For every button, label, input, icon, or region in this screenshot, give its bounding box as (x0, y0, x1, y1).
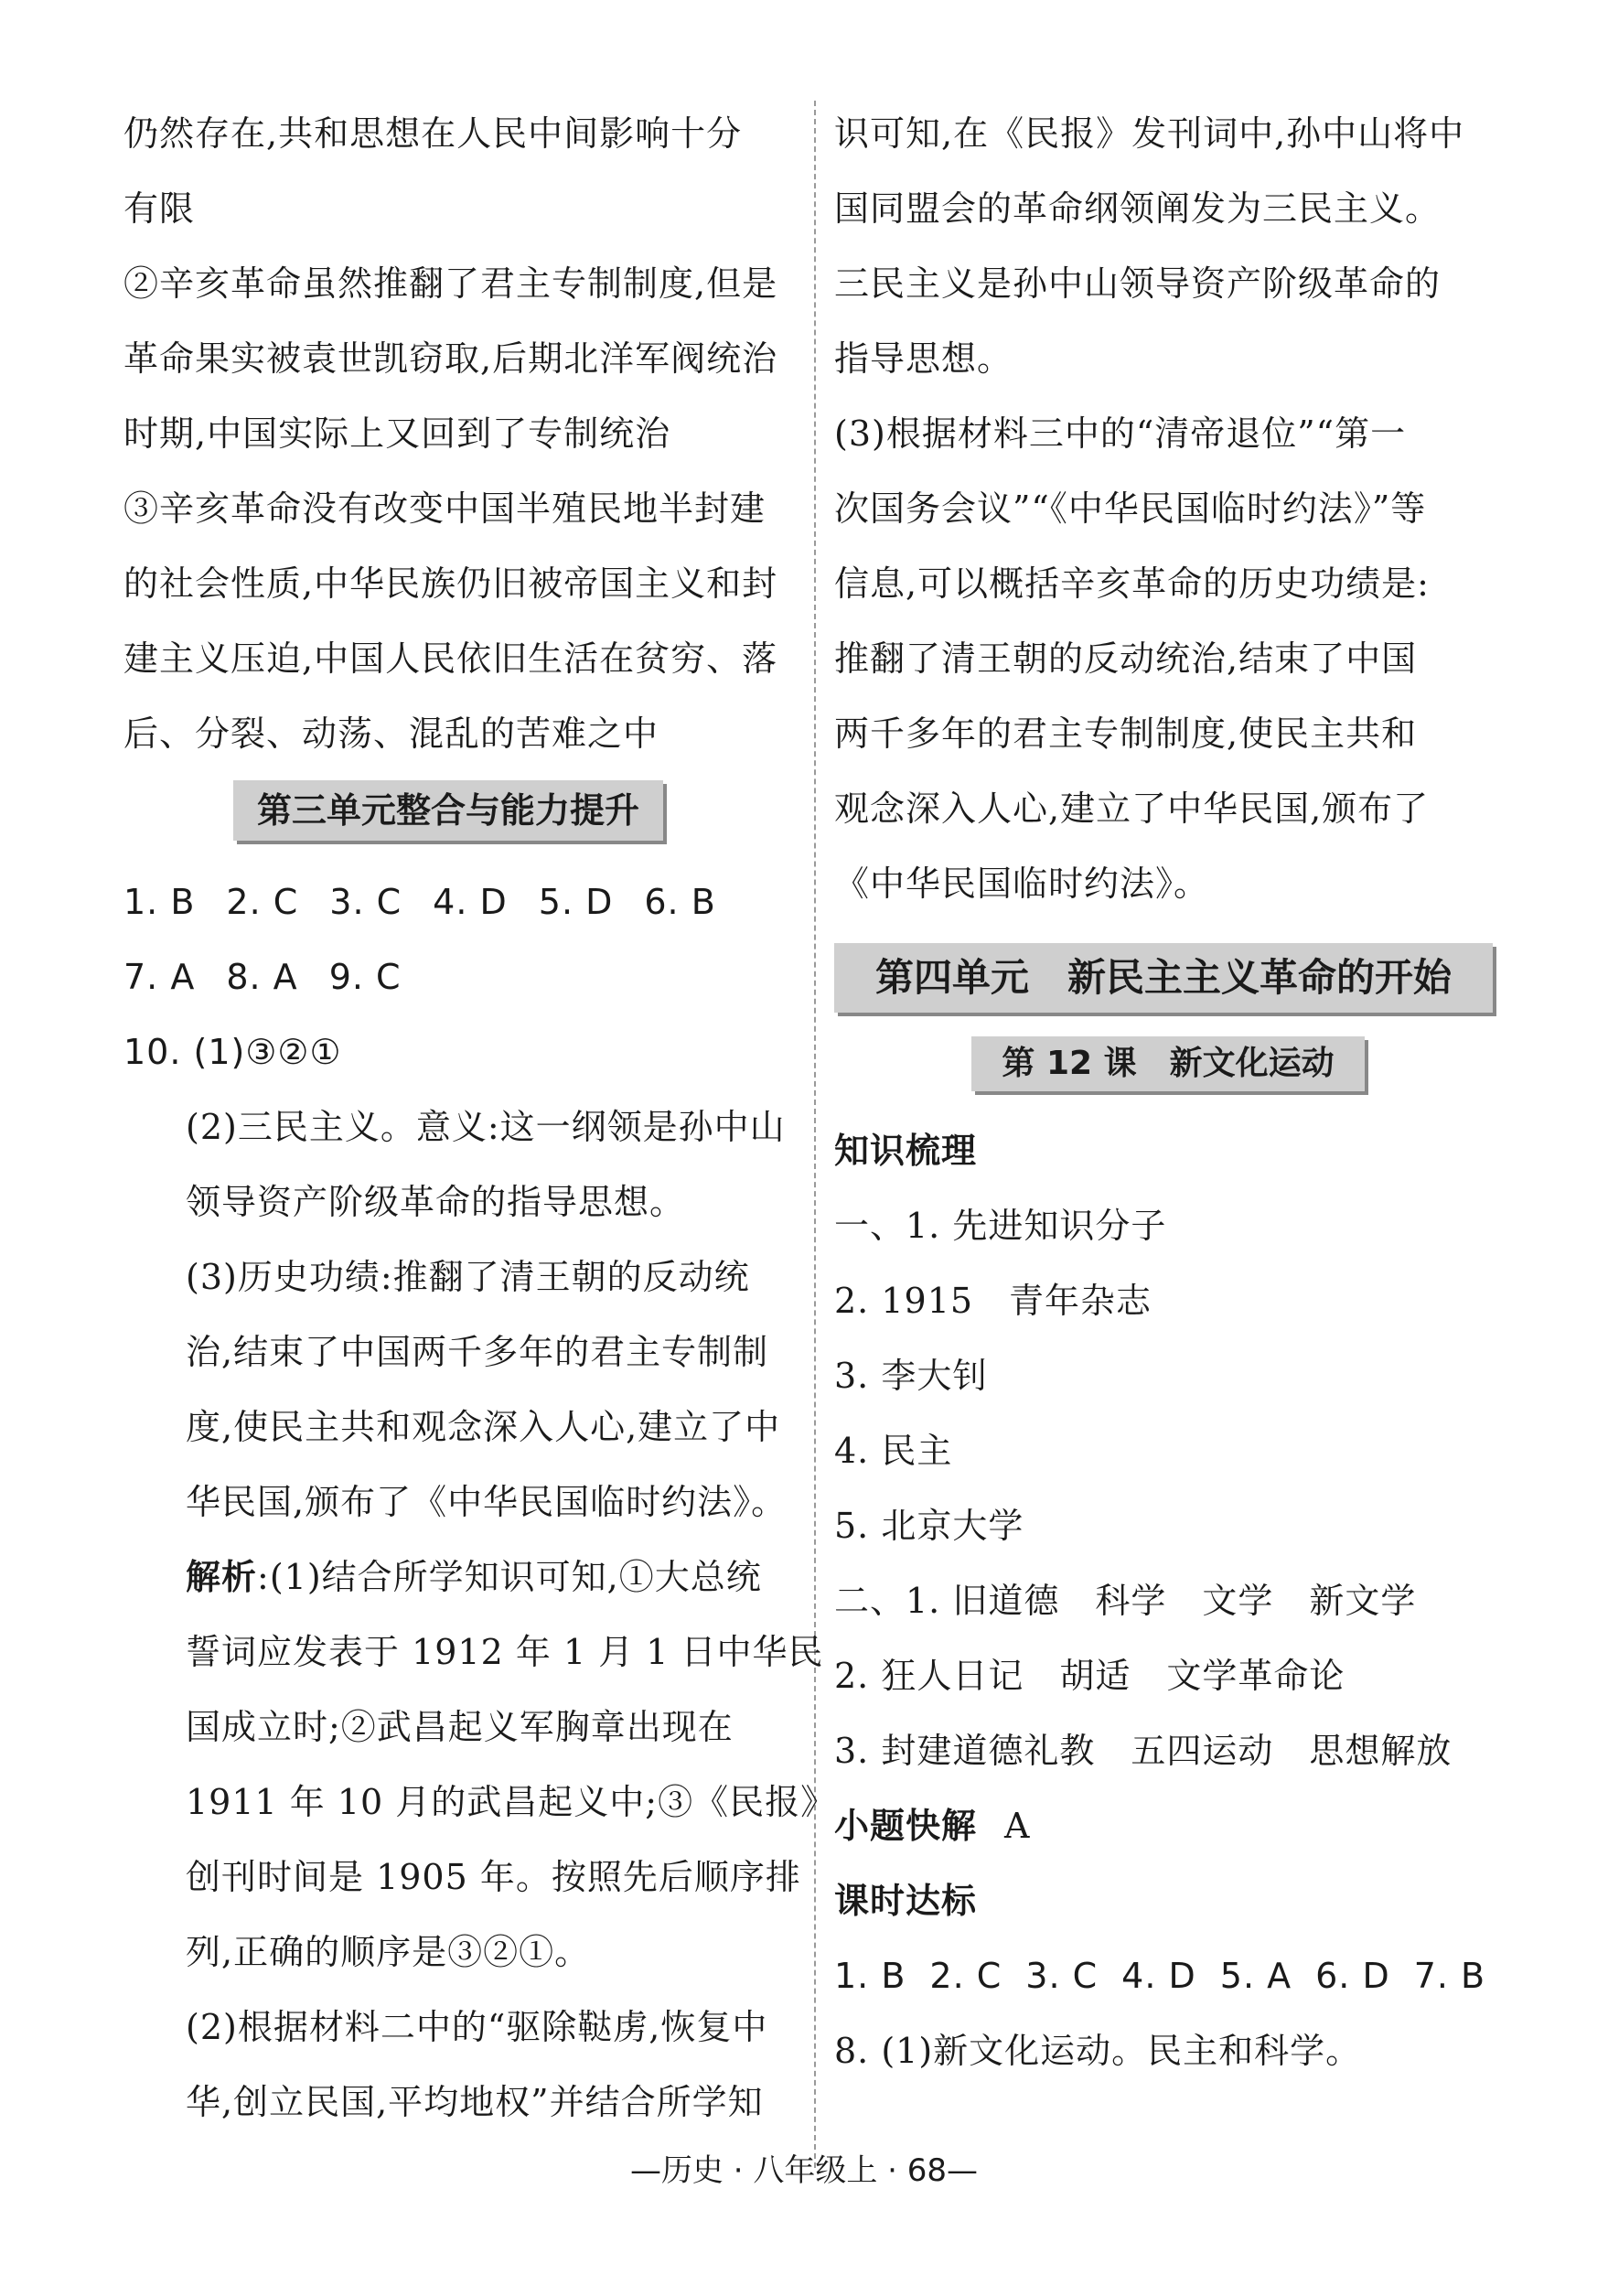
analysis-text: :(1)结合所学知识可知,①大总统 (257, 1557, 762, 1597)
text-line: 度,使民主共和观念深入人心,建立了中 (186, 1407, 781, 1447)
answer-item: 8. A (226, 957, 298, 997)
answer-item: 7. A (123, 957, 196, 997)
column-divider (814, 101, 816, 2168)
heading-knowledge: 知识梳理 (834, 1131, 978, 1171)
page-footer: —历史 · 八年级上 · 68— (629, 2152, 979, 2189)
quick-solve-label: 小题快解 (834, 1806, 978, 1846)
text-line: 列,正确的顺序是③②①。 (186, 1932, 591, 1972)
text-line: 治,结束了中国两千多年的君主专制制 (186, 1332, 769, 1372)
text-line: 后、分裂、动荡、混乱的苦难之中 (123, 713, 659, 754)
text-line: 创刊时间是 1905 年。按照先后顺序排 (186, 1857, 801, 1897)
text-line: 誓词应发表于 1912 年 1 月 1 日中华民 (186, 1632, 824, 1672)
answer-item: 2. C (929, 1956, 1002, 1996)
quick-solve-answer: A (1004, 1806, 1031, 1846)
text-line: (3)历史功绩:推翻了清王朝的反动统 (186, 1257, 750, 1297)
left-column (123, 96, 837, 2140)
answer-item: 3. C (329, 882, 402, 922)
text-line: (3)根据材料三中的“清帝退位”“第一 (834, 413, 1407, 454)
text-line: 信息,可以概括辛亥革命的历史功绩是: (834, 563, 1430, 604)
answer-item: 4. D (1121, 1956, 1196, 1996)
text-line: ③辛亥革命没有改变中国半殖民地半封建 (123, 488, 766, 529)
question-10: 10. (1)③②① (123, 1032, 342, 1072)
text-line: 时期,中国实际上又回到了专制统治 (123, 413, 671, 454)
knowledge-item: 2. 1915 青年杂志 (834, 1281, 1152, 1321)
knowledge-item: 一、1. 先进知识分子 (834, 1206, 1167, 1246)
text-line: 的社会性质,中华民族仍旧被帝国主义和封 (123, 563, 778, 604)
answer-item: 3. C (1025, 1956, 1099, 1996)
text-line: 次国务会议”“《中华民国临时约法》”等 (834, 488, 1427, 529)
text-line: 三民主义是孙中山领导资产阶级革命的 (834, 263, 1442, 304)
analysis-label: 解析 (186, 1557, 258, 1597)
text-line: 推翻了清王朝的反动统治,结束了中国 (834, 638, 1418, 679)
heading-lesson-goals: 课时达标 (834, 1881, 978, 1921)
text-line: 识可知,在《民报》发刊词中,孙中山将中 (834, 113, 1465, 154)
answer-item: 5. D (538, 882, 614, 922)
quick-solve-line (834, 1788, 1502, 1863)
right-column (834, 96, 1502, 2088)
text-line: 仍然存在,共和思想在人民中间影响十分 (123, 113, 743, 154)
text-line: 华,创立民国,平均地权”并结合所学知 (186, 2082, 764, 2122)
text-line: 革命果实被袁世凯窃取,后期北洋军阀统治 (123, 338, 778, 379)
unit-title: 第四单元 新民主主义革命的开始 (834, 943, 1493, 1013)
lesson-title: 第 12 课 新文化运动 (971, 1036, 1365, 1091)
knowledge-item: 3. 李大钊 (834, 1356, 989, 1396)
answer-row (123, 864, 800, 939)
knowledge-item: 5. 北京大学 (834, 1506, 1024, 1546)
answer-item: 6. B (644, 882, 716, 922)
text-line: 华民国,颁布了《中华民国临时约法》。 (186, 1482, 788, 1522)
answer-item: 1. B (123, 882, 196, 922)
knowledge-item: 二、1. 旧道德 科学 文学 新文学 (834, 1581, 1417, 1621)
text-line: 国成立时;②武昌起义军胸章出现在 (186, 1707, 734, 1747)
text-line: 指导思想。 (834, 338, 1013, 379)
knowledge-item: 2. 狂人日记 胡适 文学革命论 (834, 1656, 1345, 1696)
text-line: 建主义压迫,中国人民依旧生活在贫穷、落 (123, 638, 778, 679)
knowledge-item: 4. 民主 (834, 1431, 953, 1471)
text-line: (2)根据材料二中的“驱除鞑虏,恢复中 (186, 2007, 768, 2047)
text-line: 两千多年的君主专制制度,使民主共和 (834, 713, 1418, 754)
text-line: 观念深入人心,建立了中华民国,颁布了 (834, 789, 1430, 829)
answer-item: 2. C (226, 882, 299, 922)
text-line: 《中华民国临时约法》。 (834, 864, 1210, 904)
text-line: 领导资产阶级革命的指导思想。 (186, 1182, 686, 1222)
answer-row (834, 1938, 1502, 2013)
text-line: 国同盟会的革命纲领阐发为三民主义。 (834, 188, 1442, 229)
knowledge-item: 3. 封建道德礼教 五四运动 思想解放 (834, 1731, 1453, 1771)
answer-item: 5. A (1219, 1956, 1292, 1996)
answer-item: 4. D (433, 882, 508, 922)
answer-item: 9. C (328, 957, 402, 997)
text-line: 1911 年 10 月的武昌起义中;③《民报》 (186, 1782, 837, 1822)
answer-item: 1. B (834, 1956, 906, 1996)
question-8: 8. (1)新文化运动。民主和科学。 (834, 2031, 1362, 2071)
section-title: 第三单元整合与能力提升 (233, 780, 663, 841)
analysis-line (123, 1540, 800, 1615)
text-line: ②辛亥革命虽然推翻了君主专制制度,但是 (123, 263, 778, 304)
text-line: (2)三民主义。意义:这一纲领是孙中山 (186, 1107, 786, 1147)
answer-item: 6. D (1315, 1956, 1390, 1996)
text-line: 有限 (123, 188, 196, 229)
answer-item: 7. B (1413, 1956, 1486, 1996)
answer-row (123, 939, 800, 1014)
